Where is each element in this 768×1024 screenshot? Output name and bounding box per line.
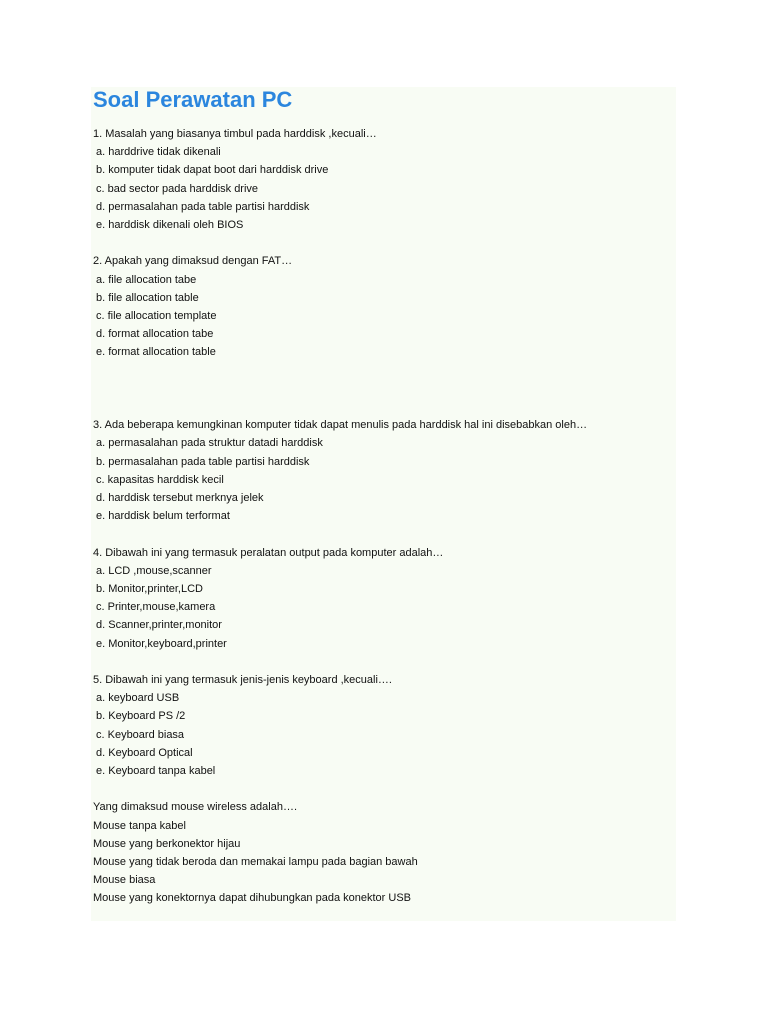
question-4-option-d: d. Scanner,printer,monitor [96,619,222,632]
question-6-option-5: Mouse yang konektornya dapat dihubungkan pada konektor USB [93,892,411,905]
question-1-option-e: e. harddisk dikenali oleh BIOS [96,219,244,232]
question-6-option-1: Mouse tanpa kabel [93,819,186,832]
question-1-option-b: b. komputer tidak dapat boot dari harddisk drive [96,164,329,177]
question-3-option-d: d. harddisk tersebut merknya jelek [96,492,264,505]
page-title: Soal Perawatan PC [93,87,293,112]
question-5-options [93,689,673,780]
question-2-option-c: c. file allocation template [96,310,217,323]
spacer [93,780,673,798]
question-6-options [93,817,673,908]
question-4-option-a: a. LCD ,mouse,scanner [96,564,212,577]
question-1 [93,125,673,234]
question-5 [93,671,673,780]
question-1-options [93,143,673,234]
question-5-option-a: a. keyboard USB [96,692,180,705]
question-6-option-4: Mouse biasa [93,874,156,887]
question-2-option-e: e. format allocation table [96,346,216,359]
question-1-option-d: d. permasalahan pada table partisi harddisk [96,200,310,213]
question-3-option-c: c. kapasitas harddisk kecil [96,473,224,486]
spacer [93,525,673,543]
question-4-option-b: b. Monitor,printer,LCD [96,583,203,596]
spacer [93,362,673,417]
question-5-option-d: d. Keyboard Optical [96,746,193,759]
question-list [93,125,673,908]
question-4-option-e: e. Monitor,keyboard,printer [96,637,227,650]
question-1-option-c: c. bad sector pada harddisk drive [96,182,259,195]
question-2-option-d: d. format allocation tabe [96,328,214,341]
question-3 [93,416,673,525]
question-5-text: 5. Dibawah ini yang termasuk jenis-jenis keyboard ,kecuali…. [93,674,392,687]
question-2-option-a: a. file allocation tabe [96,273,197,286]
question-4-options [93,562,673,653]
question-5-option-e: e. Keyboard tanpa kabel [96,765,216,778]
question-6 [93,798,673,907]
question-3-option-a: a. permasalahan pada struktur datadi harddisk [96,437,323,450]
question-1-option-a: a. harddrive tidak dikenali [96,146,221,159]
question-4-option-c: c. Printer,mouse,kamera [96,601,216,614]
spacer [93,653,673,671]
question-3-option-b: b. permasalahan pada table partisi harddisk [96,455,310,468]
spacer [93,234,673,252]
question-3-options [93,434,673,525]
question-4 [93,544,673,653]
question-3-option-e: e. harddisk belum terformat [96,510,230,523]
question-5-option-c: c. Keyboard biasa [96,728,185,741]
question-6-option-2: Mouse yang berkonektor hijau [93,837,241,850]
question-1-text: 1. Masalah yang biasanya timbul pada harddisk ,kecuali… [93,128,377,140]
question-3-text: 3. Ada beberapa kemungkinan komputer tidak dapat menulis pada harddisk hal ini disebabkan oleh… [93,419,588,432]
question-6-option-3: Mouse yang tidak beroda dan memakai lampu pada bagian bawah [93,856,418,869]
question-2 [93,252,673,361]
question-2-option-b: b. file allocation table [96,291,199,304]
question-2-options [93,271,673,362]
question-6-text: Yang dimaksud mouse wireless adalah…. [93,801,298,814]
question-5-option-b: b. Keyboard PS /2 [96,710,186,723]
question-2-text: 2. Apakah yang dimaksud dengan FAT… [93,255,293,268]
question-4-text: 4. Dibawah ini yang termasuk peralatan output pada komputer adalah… [93,546,444,559]
